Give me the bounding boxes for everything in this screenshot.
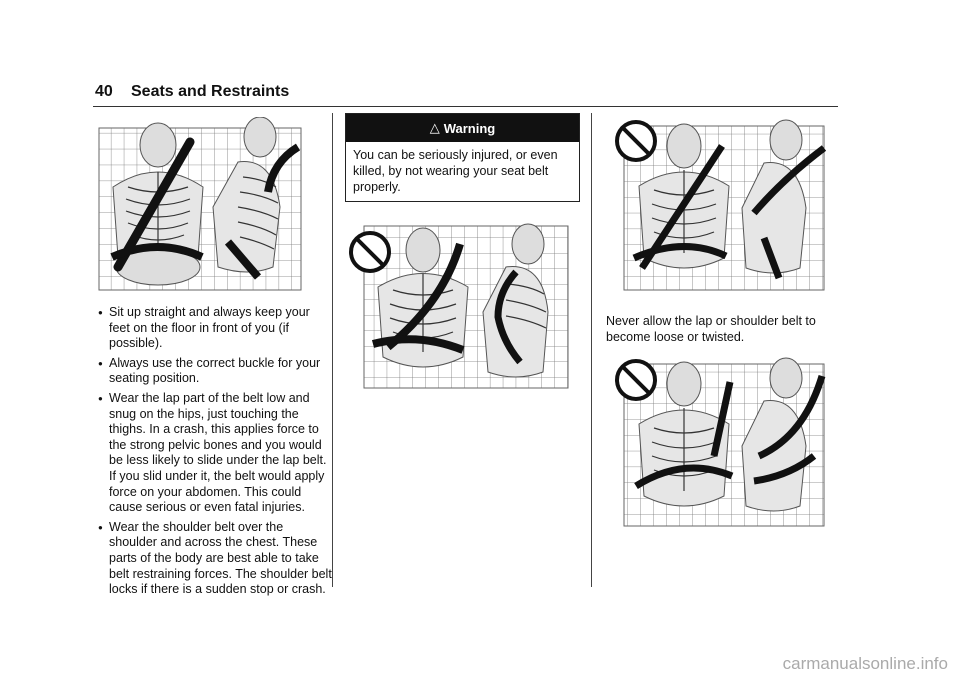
warning-title: Warning bbox=[443, 120, 496, 136]
instruction-list bbox=[99, 305, 334, 602]
list-item: ● Wear the shoulder belt over the shoulder and across the chest. These parts of the body are best able to take belt restraining forces. The shoulder belt locks if there is a sudden stop or crash. bbox=[99, 520, 334, 598]
no-symbol-icon bbox=[351, 233, 389, 271]
warning-icon: △ bbox=[429, 120, 440, 135]
twisted-belt-illustration bbox=[614, 118, 826, 292]
watermark-text: carmanualsonline.info bbox=[782, 654, 948, 673]
no-symbol-icon bbox=[617, 361, 655, 399]
warning-box bbox=[345, 113, 580, 202]
page-header bbox=[93, 80, 838, 107]
loose-belt-text: Never allow the lap or shoulder belt to become loose or twisted. bbox=[606, 314, 816, 344]
correct-belt-illustration bbox=[98, 117, 304, 292]
loose-belt-illustration bbox=[614, 356, 826, 528]
list-item: ● Always use the correct buckle for your seating position. bbox=[99, 356, 334, 387]
warning-header bbox=[346, 114, 579, 142]
page-number: 40 bbox=[95, 83, 113, 100]
incorrect-belt-illustration bbox=[348, 222, 570, 390]
warning-body: You can be seriously injured, or even killed, by not wearing your seat belt properly. bbox=[353, 148, 558, 194]
list-item: ● Sit up straight and always keep your feet on the floor in front of you (if possible). bbox=[99, 305, 334, 352]
section-title: Seats and Restraints bbox=[131, 83, 290, 100]
column-divider bbox=[591, 113, 592, 587]
list-item: ● Wear the lap part of the belt low and snug on the hips, just touching the thighs. In a crash, this applies force to the strong pelvic bones and you would be less likely to slide under the lap belt. If you slid under it, the belt would apply force on your abdomen. This could cause serious or even fatal injuries. bbox=[99, 391, 334, 516]
no-symbol-icon bbox=[617, 122, 655, 160]
